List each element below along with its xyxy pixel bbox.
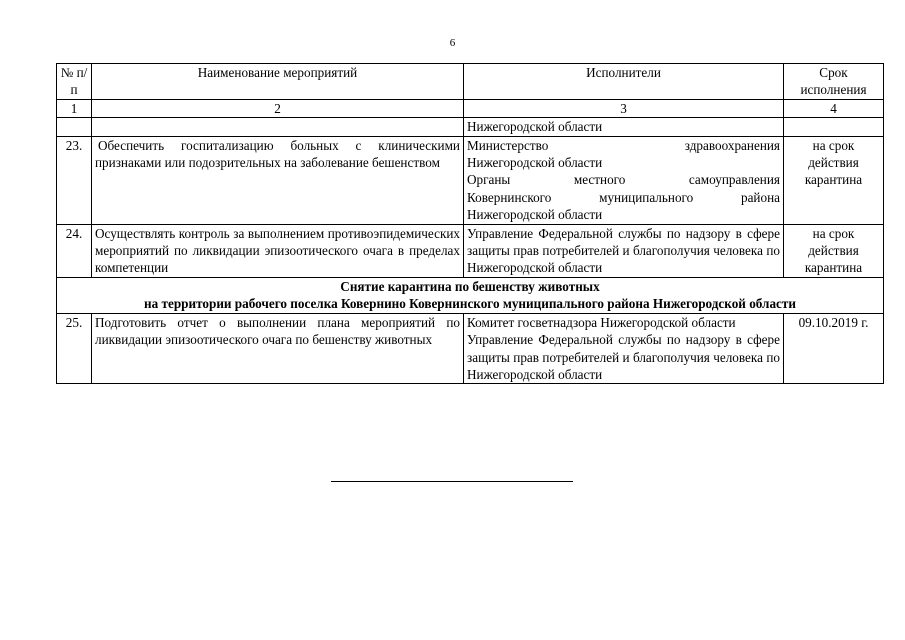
page-number: 6 (449, 37, 456, 49)
executors-cell (464, 136, 784, 224)
col-number-4: 4 (784, 99, 884, 117)
header-num: № п/п (57, 64, 92, 100)
header-executors: Исполнители (464, 64, 784, 100)
header-row (57, 64, 884, 100)
header-name: Наименование мероприятий (92, 64, 464, 100)
col-number-3: 3 (464, 99, 784, 117)
header-term: Срок исполнения (784, 64, 884, 100)
col-number-1: 1 (57, 99, 92, 117)
executor-line: Министерство здравоохранения (467, 137, 780, 153)
executor-line: Органы местного самоуправления (467, 172, 780, 188)
table-row (57, 224, 884, 277)
term-cell: 09.10.2019 г. (784, 313, 884, 384)
term-cell: на срок действия карантина (784, 136, 884, 224)
executor-line: Нижегородской области (467, 207, 603, 223)
continuation-executors: Нижегородской области (464, 118, 784, 136)
row-number: 24. (57, 224, 92, 277)
section-header-row (57, 277, 884, 313)
executor-line: Нижегородской области (467, 155, 603, 171)
measure-name: Подготовить отчет о выполнении плана мероприятий по ликвидации эпизоотического очага по бешенству животных (92, 313, 464, 384)
signature-line (331, 481, 573, 482)
term-cell: на срок действия карантина (784, 224, 884, 277)
row-number: 23. (57, 136, 92, 224)
column-numbers-row (57, 99, 884, 117)
measure-name: Осуществлять контроль за выполнением противоэпидемических мероприятий по ликвидации эпизоотического очага в пределах компетенции (92, 224, 464, 277)
executor-line: Ковернинского муниципального района (467, 189, 780, 205)
measures-table (56, 63, 884, 384)
executor-line: Управление Федеральной службы по надзору в сфере защиты прав потребителей и благополучия человека по Нижегородской области (467, 332, 780, 382)
continuation-row (57, 118, 884, 136)
section-subtitle: на территории рабочего поселка Ковернино Ковернинского муниципального района Нижегородской области (144, 296, 796, 312)
executors-cell: Управление Федеральной службы по надзору в сфере защиты прав потребителей и благополучия человека по Нижегородской области (464, 224, 784, 277)
row-number: 25. (57, 313, 92, 384)
executor-line: Комитет госветнадзора Нижегородской области (467, 314, 736, 330)
section-header (57, 277, 884, 313)
table-row (57, 136, 884, 224)
section-title: Снятие карантина по бешенству животных (340, 278, 600, 294)
col-number-2: 2 (92, 99, 464, 117)
table-row (57, 313, 884, 384)
executors-cell (464, 313, 784, 384)
measure-name: Обеспечить госпитализацию больных с клиническими признаками или подозрительных на заболевание бешенством (92, 136, 464, 224)
